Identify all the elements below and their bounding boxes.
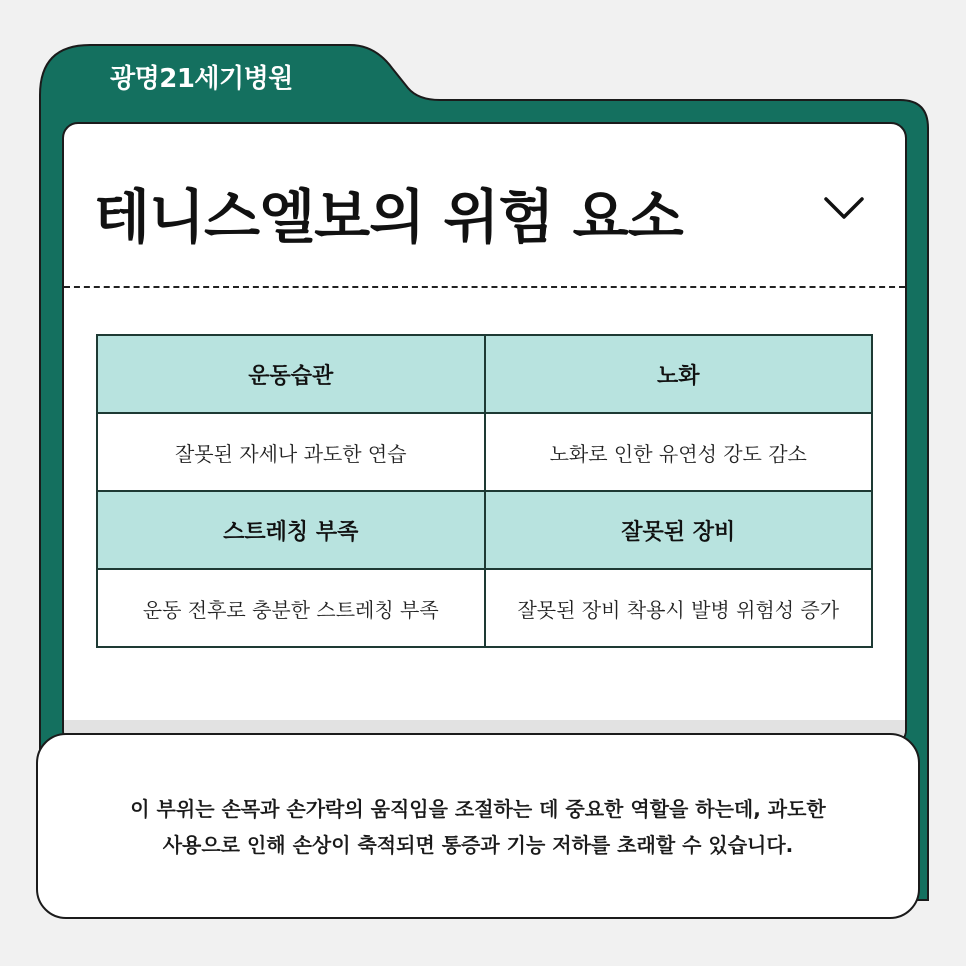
table-cell: 잘못된 자세나 과도한 연습 — [97, 413, 485, 491]
table-header-cell: 잘못된 장비 — [485, 491, 873, 569]
table-cell: 잘못된 장비 착용시 발병 위험성 증가 — [485, 569, 873, 647]
table-row — [97, 569, 872, 647]
risk-factors-table — [96, 334, 873, 648]
table-row — [97, 413, 872, 491]
dashed-divider — [64, 286, 905, 288]
note-box — [36, 733, 920, 919]
table-row — [97, 491, 872, 569]
table-cell: 노화로 인한 유연성 강도 감소 — [485, 413, 873, 491]
table-row — [97, 335, 872, 413]
card-header[interactable] — [64, 124, 905, 287]
risk-factors-card — [62, 122, 907, 746]
note-line: 사용으로 인해 손상이 축적되면 통증과 기능 저하를 초래할 수 있습니다. — [162, 833, 794, 857]
note-line: 이 부위는 손목과 손가락의 움직임을 조절하는 데 중요한 역할을 하는데, 과도한 — [130, 797, 826, 821]
page-title: 테니스엘보의 위험 요소 — [94, 183, 683, 251]
table-header-cell: 스트레칭 부족 — [97, 491, 485, 569]
hospital-name: 광명21세기병원 — [110, 64, 293, 94]
table-cell: 운동 전후로 충분한 스트레칭 부족 — [97, 569, 485, 647]
table-header-cell: 운동습관 — [97, 335, 485, 413]
note-text — [58, 791, 898, 863]
table-header-cell: 노화 — [485, 335, 873, 413]
chevron-down-icon[interactable] — [822, 186, 866, 230]
